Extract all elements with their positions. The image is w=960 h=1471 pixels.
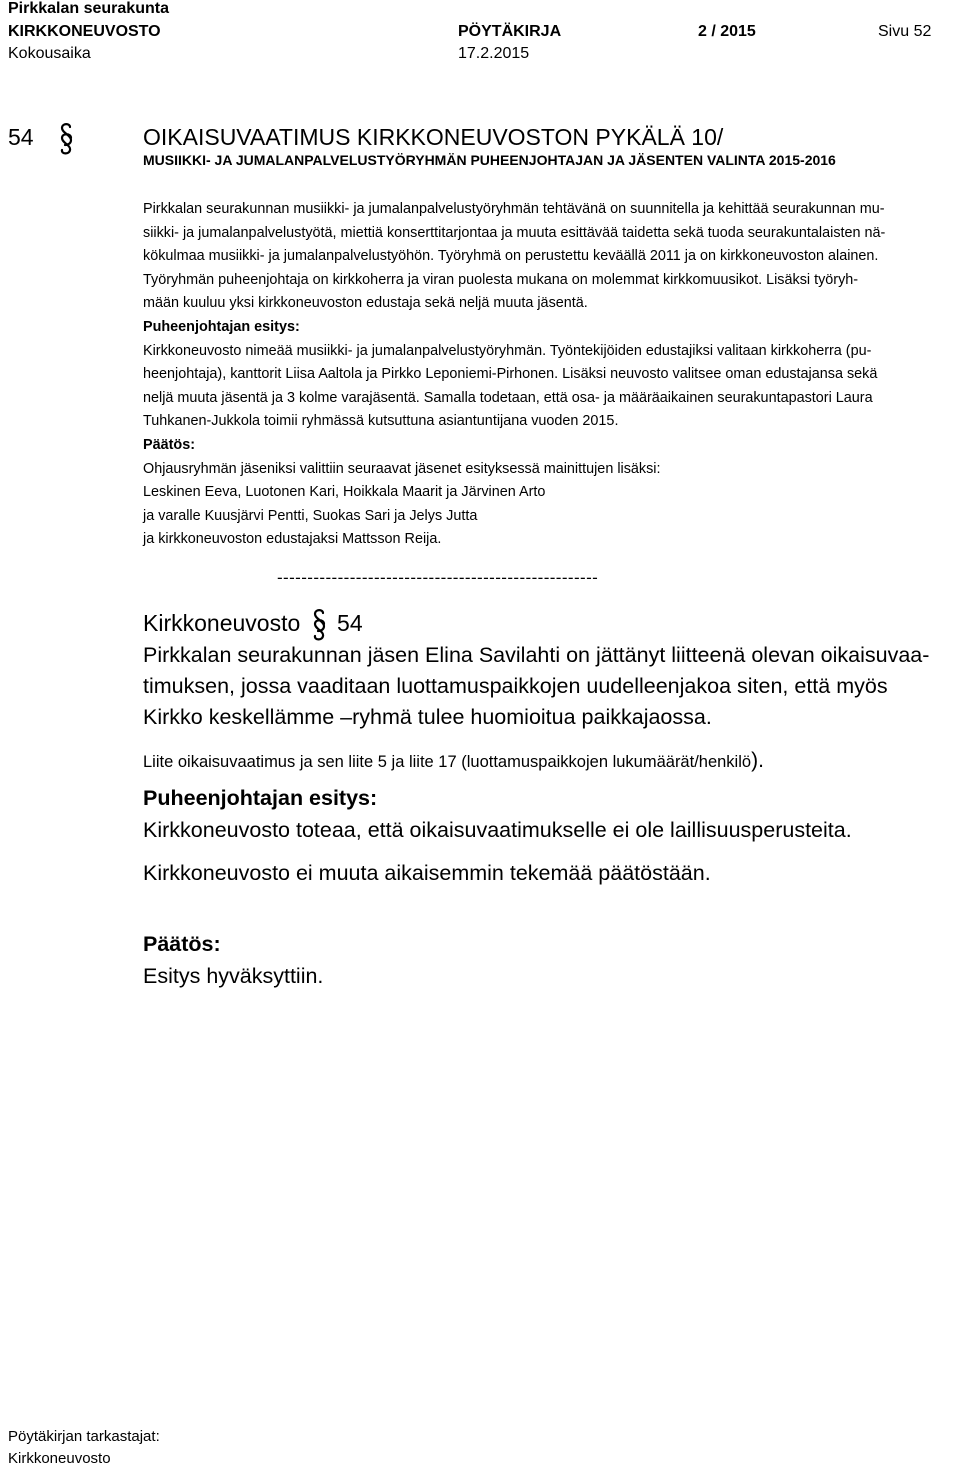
divider-line: -----------------------------------------------------: [277, 568, 599, 587]
footer-reviewers-label: Pöytäkirjan tarkastajat:: [8, 1428, 160, 1445]
decision-line: ja varalle Kuusjärvi Pentti, Suokas Sari ja Jelys Jutta: [143, 507, 478, 524]
followup-heading-number: 54: [337, 610, 363, 637]
followup-heading-prefix: Kirkkoneuvosto: [143, 610, 301, 637]
intro-line: Työryhmän puheenjohtaja on kirkkoherra ja viran puolesta mukana on molemmat kirkkomuusikot. Lisäksi työryh-: [143, 271, 859, 288]
followup-decision-label: Päätös:: [143, 932, 221, 956]
meeting-date: 17.2.2015: [458, 45, 530, 62]
intro-line: Pirkkalan seurakunnan musiikki- ja jumalanpalvelustyöryhmän tehtävänä on suunnitella ja kehittää seurakunnan mu-: [143, 201, 885, 217]
section-sign-icon: [307, 610, 337, 636]
footer-body-name: Kirkkoneuvosto: [8, 1450, 111, 1467]
intro-line: mään kuuluu yksi kirkkoneuvoston edustaja sekä neljä muuta jäsentä.: [143, 295, 588, 312]
intro-paragraph: [143, 198, 885, 552]
proposal-line: heenjohtaja), kanttorit Liisa Aaltola ja Pirkko Leponiemi-Pirhonen. Lisäksi neuvosto valitsee oman edustajansa sekä: [143, 366, 878, 383]
section-title: OIKAISUVAATIMUS KIRKKONEUVOSTON PYKÄLÄ 10/: [143, 124, 724, 150]
followup-decision-text: Esitys hyväksyttiin.: [143, 964, 324, 988]
attachment-text: Liite oikaisuvaatimus ja sen liite 5 ja liite 17 (luottamuspaikkojen lukumäärät/henkilö: [143, 753, 752, 771]
decision-label: Päätös:: [143, 436, 195, 453]
doc-number: 2 / 2015: [698, 23, 756, 40]
followup-proposal-text: Kirkkoneuvosto toteaa, että oikaisuvaatimukselle ei ole laillisuusperusteita.: [143, 818, 852, 842]
section-number: 54: [8, 124, 34, 150]
page-number: Sivu 52: [878, 23, 932, 40]
org-name: Pirkkalan seurakunta: [8, 0, 169, 17]
attachment-close: ).: [751, 749, 764, 772]
followup-line: Pirkkalan seurakunnan jäsen Elina Savilahti on jättänyt liitteenä olevan oikaisuvaa-: [143, 643, 930, 667]
proposal-line: neljä muuta jäsentä ja 3 kolme varajäsentä. Samalla todetaan, että osa- ja määräaikainen seurakuntapastori Laura: [143, 389, 873, 406]
decision-line: Ohjausryhmän jäseniksi valittiin seuraavat jäsenet esityksessä mainittujen lisäksi:: [143, 460, 661, 477]
followup-line: Kirkko keskellämme –ryhmä tulee huomioitua paikkajaossa.: [143, 705, 712, 729]
followup-line: timuksen, jossa vaaditaan luottamuspaikkojen uudelleenjakoa siten, että myös: [143, 674, 888, 698]
proposal-line: Kirkkoneuvosto nimeää musiikki- ja jumalanpalvelustyöryhmän. Työntekijöiden edustajiksi valitaan kirkkoherra (pu-: [143, 342, 872, 359]
header-body-name: KIRKKONEUVOSTO: [8, 23, 161, 40]
meeting-label: Kokousaika: [8, 45, 91, 62]
doc-type: PÖYTÄKIRJA: [458, 23, 562, 40]
intro-line: siikki- ja jumalanpalvelustyötä, miettiä konserttitarjontaa ja muuta esittävää taidetta sekä tuoda seurakuntalaisten nä-: [143, 224, 886, 241]
decision-line: ja kirkkoneuvoston edustajaksi Mattsson Reija.: [143, 531, 442, 548]
section-subtitle: MUSIIKKI- JA JUMALANPALVELUSTYÖRYHMÄN PUHEENJOHTAJAN JA JÄSENTEN VALINTA 2015-2016: [143, 152, 836, 168]
followup-heading: [143, 608, 363, 642]
intro-line: kökulmaa musiikki- ja jumalanpalvelustyöhön. Työryhmä on perustettu keväällä 2011 ja on kirkkoneuvoston alainen.: [143, 248, 879, 265]
followup-note: Kirkkoneuvosto ei muuta aikaisemmin tekemää päätöstään.: [143, 861, 711, 885]
followup-proposal-label: Puheenjohtajan esitys:: [143, 786, 378, 810]
attachment-note: [143, 747, 764, 776]
section-sign-icon: [58, 122, 74, 156]
proposal-line: Tuhkanen-Jukkola toimii ryhmässä kutsuttuna asiantuntijana vuoden 2015.: [143, 413, 619, 430]
followup-body: [143, 640, 929, 733]
proposal-label: Puheenjohtajan esitys:: [143, 318, 300, 335]
decision-line: Leskinen Eeva, Luotonen Kari, Hoikkala Maarit ja Järvinen Arto: [143, 484, 546, 501]
